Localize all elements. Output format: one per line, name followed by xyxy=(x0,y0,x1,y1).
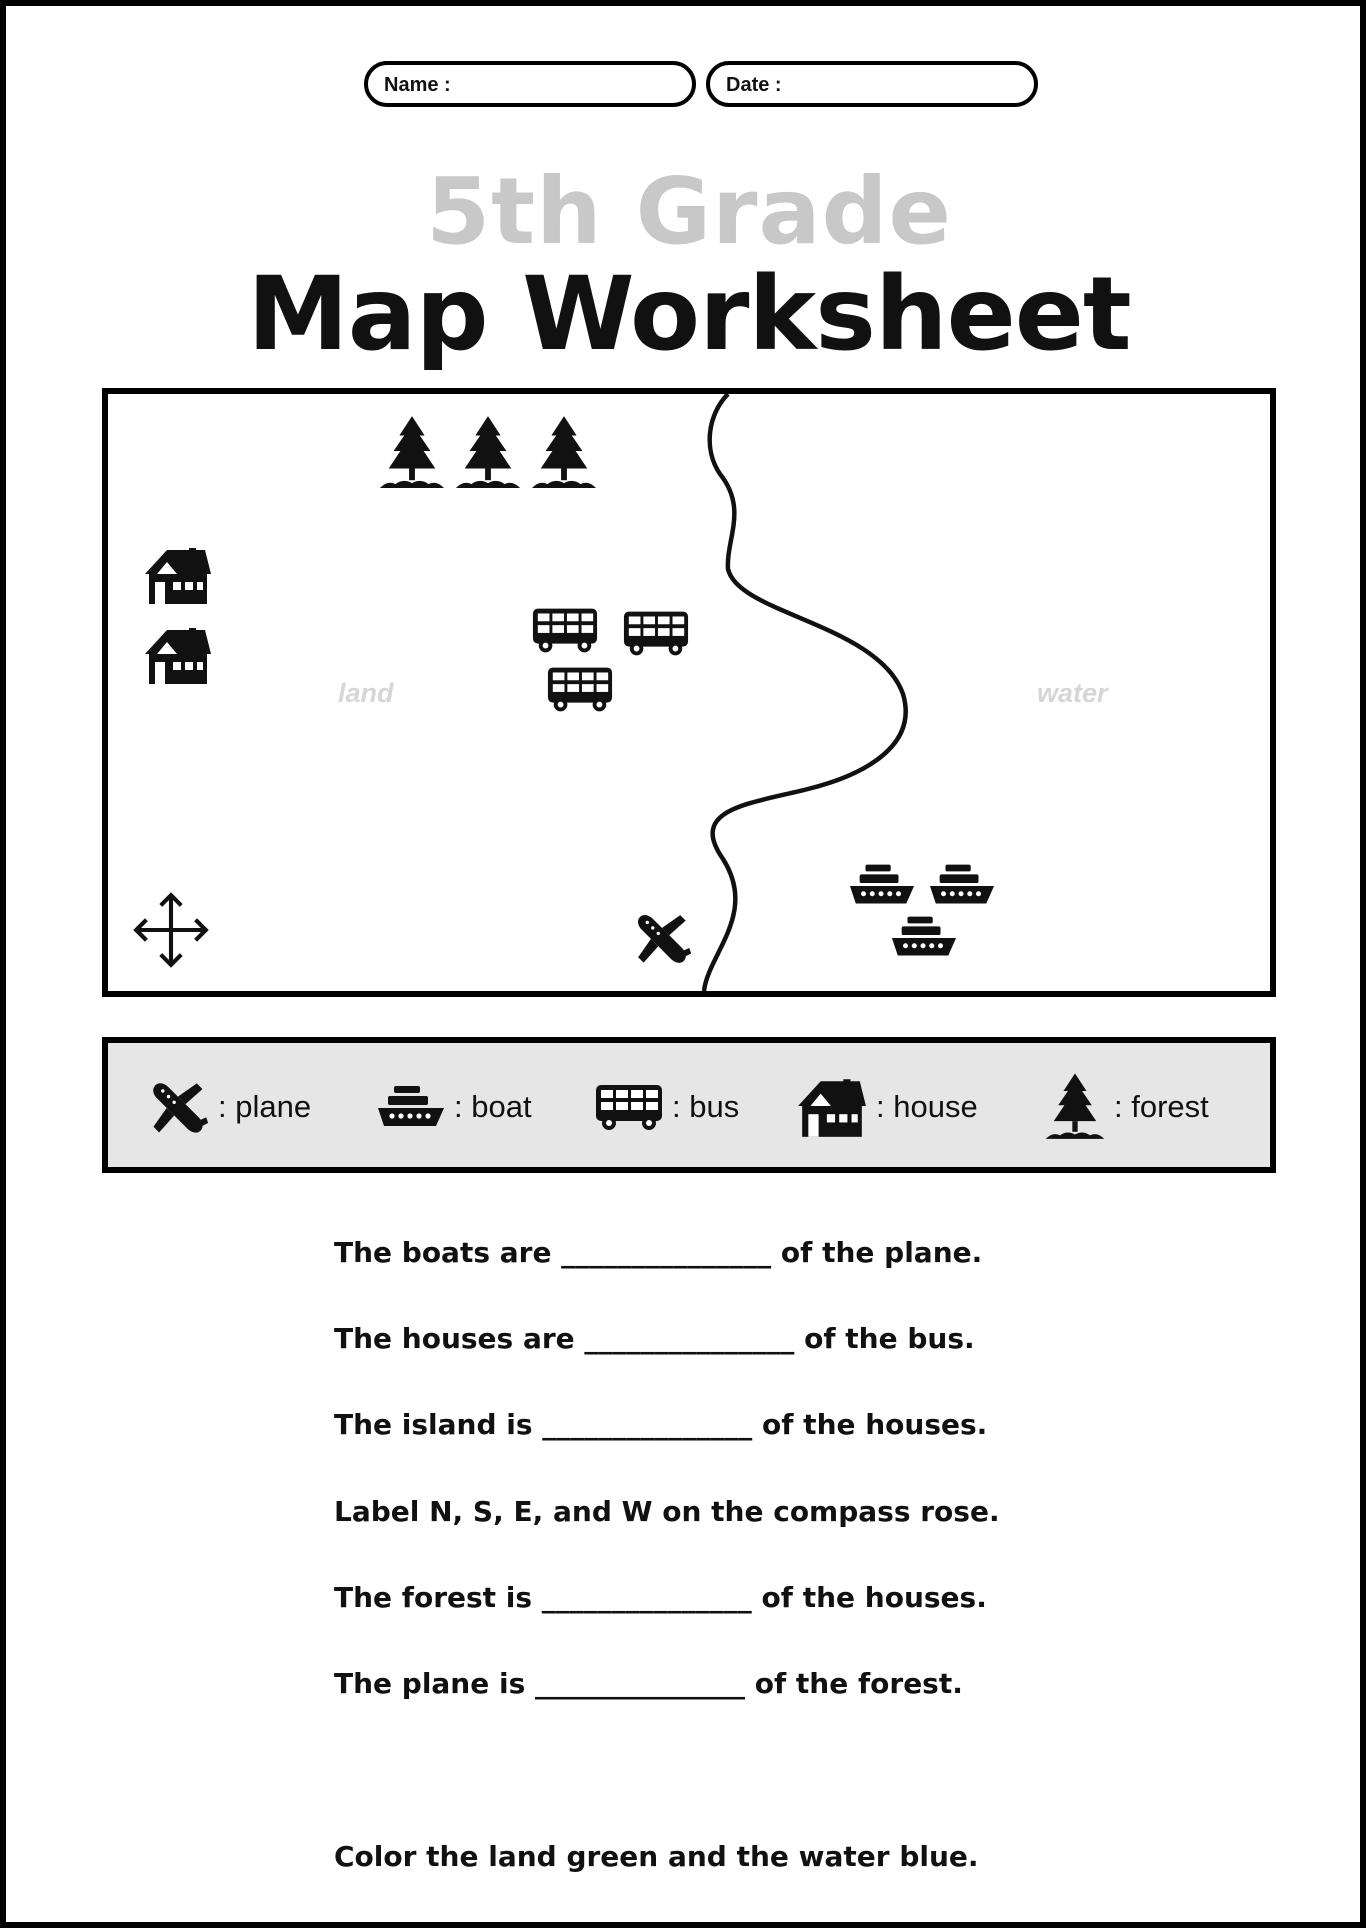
house-icon xyxy=(143,624,213,686)
legend-item-house xyxy=(796,1071,978,1143)
boat-icon xyxy=(848,862,916,908)
date-field[interactable] xyxy=(706,61,1038,107)
house-icon xyxy=(796,1075,868,1139)
legend-label-plane: : plane xyxy=(218,1089,312,1124)
legend-label-boat: : boat xyxy=(454,1089,532,1124)
question-2[interactable]: The houses are _______________ of the bus. xyxy=(334,1322,975,1355)
forest-icon xyxy=(454,411,522,495)
legend-item-bus xyxy=(594,1071,739,1143)
legend-item-forest xyxy=(1044,1071,1209,1143)
date-label: Date : xyxy=(726,74,782,96)
legend-label-house: : house xyxy=(876,1089,978,1124)
legend-label-forest: : forest xyxy=(1114,1089,1209,1124)
boat-icon xyxy=(890,914,958,960)
name-label: Name : xyxy=(384,74,451,96)
forest-icon xyxy=(530,411,598,495)
plane-icon xyxy=(629,906,693,970)
water-label: water xyxy=(1037,678,1108,708)
forest-icon xyxy=(1044,1069,1106,1145)
compass-rose-icon[interactable] xyxy=(130,889,212,971)
legend-item-plane xyxy=(144,1071,311,1143)
bus-icon xyxy=(594,1082,664,1132)
bus-icon xyxy=(531,606,599,654)
forest-icon xyxy=(378,411,446,495)
question-3[interactable]: The island is _______________ of the houses. xyxy=(334,1408,988,1441)
instruction-color: Color the land green and the water blue. xyxy=(334,1840,979,1873)
question-4: Label N, S, E, and W on the compass rose. xyxy=(334,1495,1000,1528)
question-1[interactable]: The boats are _______________ of the plane. xyxy=(334,1236,983,1269)
plane-icon xyxy=(144,1074,210,1140)
map-legend xyxy=(102,1037,1276,1173)
boat-icon xyxy=(376,1083,446,1131)
name-field[interactable] xyxy=(364,61,696,107)
grade-title: 5th Grade xyxy=(426,158,952,265)
question-5[interactable]: The forest is _______________ of the houses. xyxy=(334,1581,987,1614)
question-6[interactable]: The plane is _______________ of the forest. xyxy=(334,1667,963,1700)
boat-icon xyxy=(928,862,996,908)
house-icon xyxy=(143,544,213,606)
legend-label-bus: : bus xyxy=(672,1089,740,1124)
legend-item-boat xyxy=(376,1071,532,1143)
land-label: land xyxy=(338,678,394,708)
bus-icon xyxy=(622,609,690,657)
bus-icon xyxy=(546,665,614,713)
worksheet-title: Map Worksheet xyxy=(247,255,1131,374)
map-area xyxy=(102,388,1276,997)
